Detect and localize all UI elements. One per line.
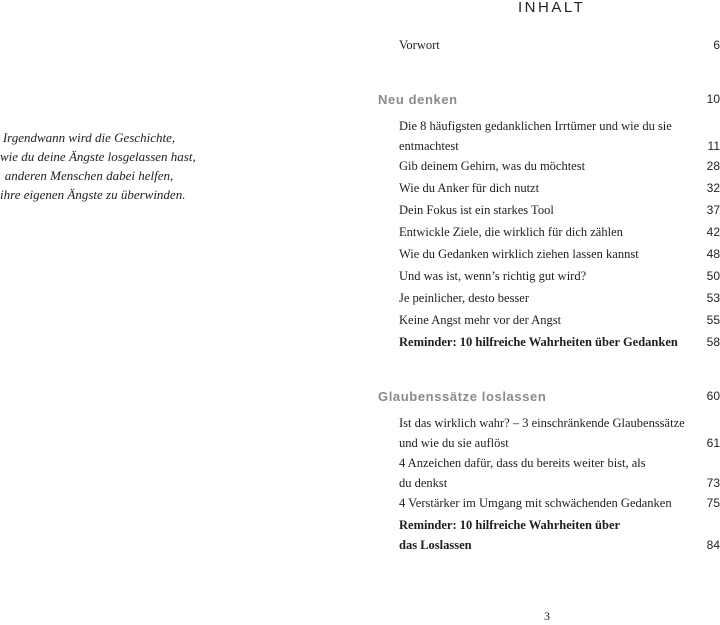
toc-entry[interactable] [399, 453, 720, 493]
toc-entry-page: 75 [706, 496, 720, 510]
toc-entry-title-line: Wie du Anker für dich nutzt [399, 181, 540, 195]
toc-section-page: 10 [706, 92, 720, 106]
toc-entry[interactable] [399, 266, 720, 286]
toc-entry-vorwort[interactable] [399, 35, 720, 55]
toc-entry-page: 53 [706, 291, 720, 305]
toc-entry-title-line: und wie du sie auflöst [399, 436, 509, 450]
toc-section-neu-denken[interactable] [378, 92, 720, 107]
dedication-line: ihre eigenen Ängste zu überwinden. [0, 187, 186, 202]
toc-entry-page: 61 [706, 436, 720, 450]
toc-entry-page: 28 [706, 159, 720, 173]
toc-entry[interactable] [399, 493, 720, 513]
toc-entry[interactable] [399, 244, 720, 264]
page-number: 3 [544, 609, 550, 623]
toc-entry[interactable] [399, 156, 720, 176]
toc-entry-title-line: das Loslassen [399, 538, 472, 552]
toc-entry-page: 84 [706, 538, 720, 552]
toc-entry-title-line: Dein Fokus ist ein starkes Tool [399, 203, 554, 217]
dedication-line: wie du deine Ängste losgelassen hast, [0, 149, 196, 164]
toc-entry-page: 73 [706, 476, 720, 490]
toc-entry[interactable] [399, 413, 720, 453]
toc-entry-title-line: Gib deinem Gehirn, was du möchtest [399, 159, 586, 173]
toc-entry-title-line: Keine Angst mehr vor der Angst [399, 313, 562, 327]
dedication-line: Irgendwann wird die Geschichte, [2, 130, 176, 145]
toc-entry-page: 42 [706, 225, 720, 239]
toc-section-title: Neu denken [378, 92, 458, 107]
toc-entry-title-line: Je peinlicher, desto besser [399, 291, 530, 305]
toc-entry-title-line: Wie du Gedanken wirklich ziehen lassen kannst [399, 247, 639, 261]
toc-entry-title-line: 4 Anzeichen dafür, dass du bereits weiter bist, als [399, 456, 646, 470]
toc-entry-title-line: 4 Verstärker im Umgang mit schwächenden Gedanken [399, 496, 672, 510]
toc-entry-page: 50 [706, 269, 720, 283]
toc-entry[interactable] [399, 200, 720, 220]
toc-entry-reminder[interactable] [399, 515, 720, 555]
toc-entry[interactable] [399, 310, 720, 330]
toc-section-glaubenssaetze-loslassen[interactable] [378, 389, 720, 404]
toc-entry-page: 48 [706, 247, 720, 261]
dedication-line: anderen Menschen dabei helfen, [4, 168, 174, 183]
toc-entry-page: 6 [713, 38, 720, 52]
toc-entry-page: 37 [706, 203, 720, 217]
toc-entry-page: 55 [706, 313, 720, 327]
toc-entry-title-line: du denkst [399, 476, 448, 490]
toc-entry-title: Vorwort [399, 38, 440, 52]
toc-entry-page: 58 [706, 335, 720, 349]
toc-entry-page: 11 [707, 139, 720, 153]
toc-entry-title-line: Ist das wirklich wahr? – 3 einschränkende Glaubenssätze [399, 416, 685, 430]
page-title: INHALT [518, 0, 586, 16]
toc-entry-reminder[interactable] [399, 332, 720, 352]
toc-entry-title-line: Reminder: 10 hilfreiche Wahrheiten über Gedanken [399, 335, 678, 349]
toc-entry-page: 32 [706, 181, 720, 195]
toc-entry-title-line: Reminder: 10 hilfreiche Wahrheiten über [399, 518, 621, 532]
toc-entry-title-line: Die 8 häufigsten gedanklichen Irrtümer und wie du sie [399, 119, 672, 133]
toc-entry[interactable] [399, 288, 720, 308]
toc-section-page: 60 [706, 389, 720, 403]
toc-entry[interactable] [399, 116, 720, 156]
toc-section-title: Glaubenssätze loslassen [378, 389, 547, 404]
toc-entry-title-line: Entwickle Ziele, die wirklich für dich zählen [399, 225, 623, 239]
dedication-text [0, 128, 196, 204]
toc-entry-title-line: entmachtest [399, 139, 459, 153]
toc-entry[interactable] [399, 178, 720, 198]
toc-entry-title-line: Und was ist, wenn’s richtig gut wird? [399, 269, 587, 283]
toc-entry[interactable] [399, 222, 720, 242]
